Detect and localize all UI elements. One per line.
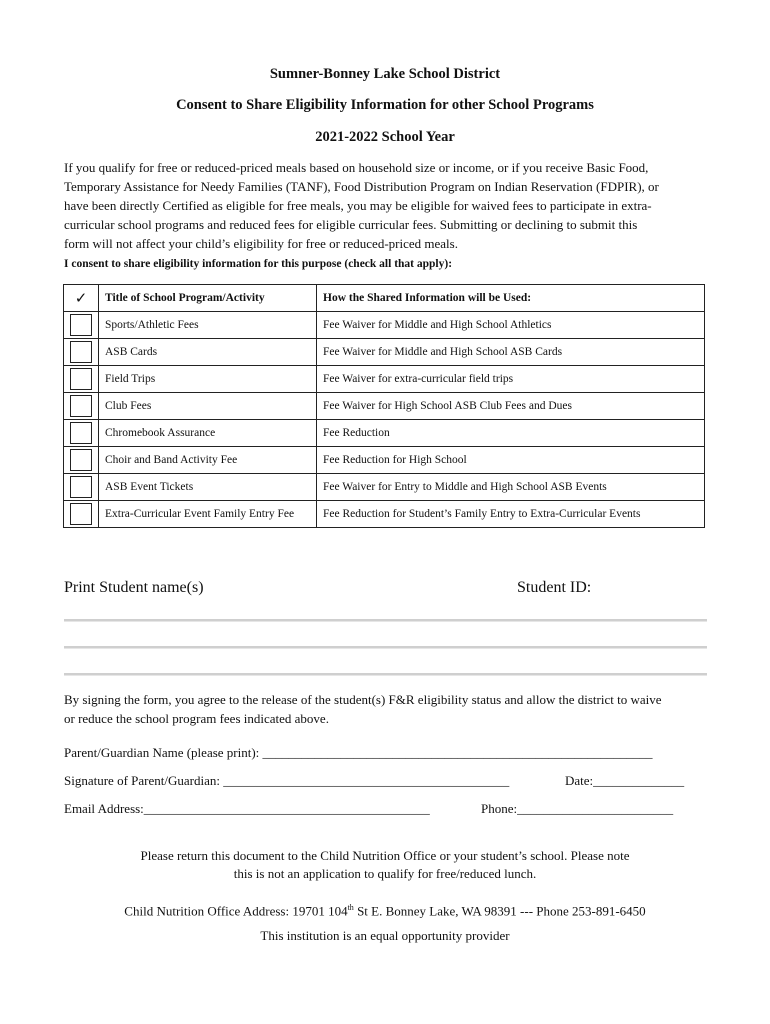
consent-prompt: I consent to share eligibility information for this purpose (check all that apply):	[64, 258, 453, 270]
checkbox-field-trips[interactable]	[70, 368, 92, 390]
program-cell: Chromebook Assurance	[99, 420, 317, 447]
usage-cell: Fee Reduction for High School	[317, 447, 705, 474]
intro-line: curricular school programs and reduced fees for eligible curricular fees. Submitting or declining to submit this	[64, 217, 638, 232]
usage-cell: Fee Waiver for Middle and High School Athletics	[317, 312, 705, 339]
table-row	[64, 501, 705, 528]
usage-cell: Fee Waiver for Entry to Middle and High School ASB Events	[317, 474, 705, 501]
table-row	[64, 339, 705, 366]
table-row	[64, 474, 705, 501]
intro-line: form will not affect your child’s eligibility for free or reduced-priced meals.	[64, 236, 458, 251]
equal-opportunity-statement: This institution is an equal opportunity provider	[260, 928, 510, 943]
checkbox-asb-event-tickets[interactable]	[70, 476, 92, 498]
date-field[interactable]: Date:______________	[565, 773, 685, 788]
program-cell: Field Trips	[99, 366, 317, 393]
agreement-paragraph	[64, 690, 709, 728]
table-row	[64, 312, 705, 339]
checkbox-extra-curricular-entry[interactable]	[70, 503, 92, 525]
program-cell: ASB Event Tickets	[99, 474, 317, 501]
return-line: this is not an application to qualify for free/reduced lunch.	[233, 866, 537, 881]
intro-line: Temporary Assistance for Needy Families (TANF), Food Distribution Program on Indian Reservation (FDPIR), or	[64, 179, 659, 194]
school-year: 2021-2022 School Year	[315, 129, 455, 145]
table-header-row	[64, 285, 705, 312]
form-title: Consent to Share Eligibility Information for other School Programs	[176, 97, 594, 113]
student-entry-line-2[interactable]	[64, 646, 707, 649]
intro-line: If you qualify for free or reduced-priced meals based on household size or income, or if you receive Basic Food,	[64, 160, 649, 175]
program-cell: Sports/Athletic Fees	[99, 312, 317, 339]
return-line: Please return this document to the Child Nutrition Office or your student’s school. Please note	[140, 848, 630, 863]
program-column-header: Title of School Program/Activity	[99, 285, 317, 312]
checkbox-sports-athletic[interactable]	[70, 314, 92, 336]
checkbox-asb-cards[interactable]	[70, 341, 92, 363]
agreement-line: By signing the form, you agree to the release of the student(s) F&R eligibility status and allow the district to waive	[64, 692, 662, 707]
usage-column-header: How the Shared Information will be Used:	[317, 285, 705, 312]
checkbox-choir-band[interactable]	[70, 449, 92, 471]
program-cell: Club Fees	[99, 393, 317, 420]
student-name-label: Print Student name(s)	[64, 579, 204, 596]
intro-line: have been directly Certified as eligible for free meals, you may be eligible for waived fees to participate in extra-	[64, 198, 652, 213]
checkbox-chromebook-assurance[interactable]	[70, 422, 92, 444]
agreement-line: or reduce the school program fees indicated above.	[64, 711, 329, 726]
phone-field[interactable]: Phone:________________________	[481, 801, 674, 816]
student-entry-line-3[interactable]	[64, 673, 707, 676]
table-row	[64, 393, 705, 420]
email-field[interactable]: Email Address:____________________________________________	[64, 801, 430, 816]
table-row	[64, 420, 705, 447]
intro-paragraph	[64, 158, 709, 253]
checkbox-club-fees[interactable]	[70, 395, 92, 417]
return-instructions	[0, 847, 770, 883]
signature-field[interactable]: Signature of Parent/Guardian: ____________________________________________	[64, 773, 510, 788]
office-address: Child Nutrition Office Address: 19701 104th St E. Bonney Lake, WA 98391 --- Phone 253-891-6450	[124, 903, 646, 919]
student-entry-line-1[interactable]	[64, 619, 707, 622]
checkmark-icon: ✓	[74, 289, 88, 307]
usage-cell: Fee Waiver for High School ASB Club Fees and Dues	[317, 393, 705, 420]
usage-cell: Fee Waiver for Middle and High School ASB Cards	[317, 339, 705, 366]
usage-cell: Fee Waiver for extra-curricular field trips	[317, 366, 705, 393]
guardian-name-field[interactable]: Parent/Guardian Name (please print): ____________________________________________________________	[64, 745, 653, 760]
district-title: Sumner-Bonney Lake School District	[269, 66, 501, 82]
program-cell: ASB Cards	[99, 339, 317, 366]
program-table	[63, 284, 705, 528]
usage-cell: Fee Reduction for Student’s Family Entry to Extra-Curricular Events	[317, 501, 705, 528]
table-row	[64, 366, 705, 393]
student-id-label: Student ID:	[517, 579, 592, 596]
program-cell: Extra-Curricular Event Family Entry Fee	[99, 501, 317, 528]
table-row	[64, 447, 705, 474]
usage-cell: Fee Reduction	[317, 420, 705, 447]
check-column-header	[64, 285, 99, 312]
program-cell: Choir and Band Activity Fee	[99, 447, 317, 474]
